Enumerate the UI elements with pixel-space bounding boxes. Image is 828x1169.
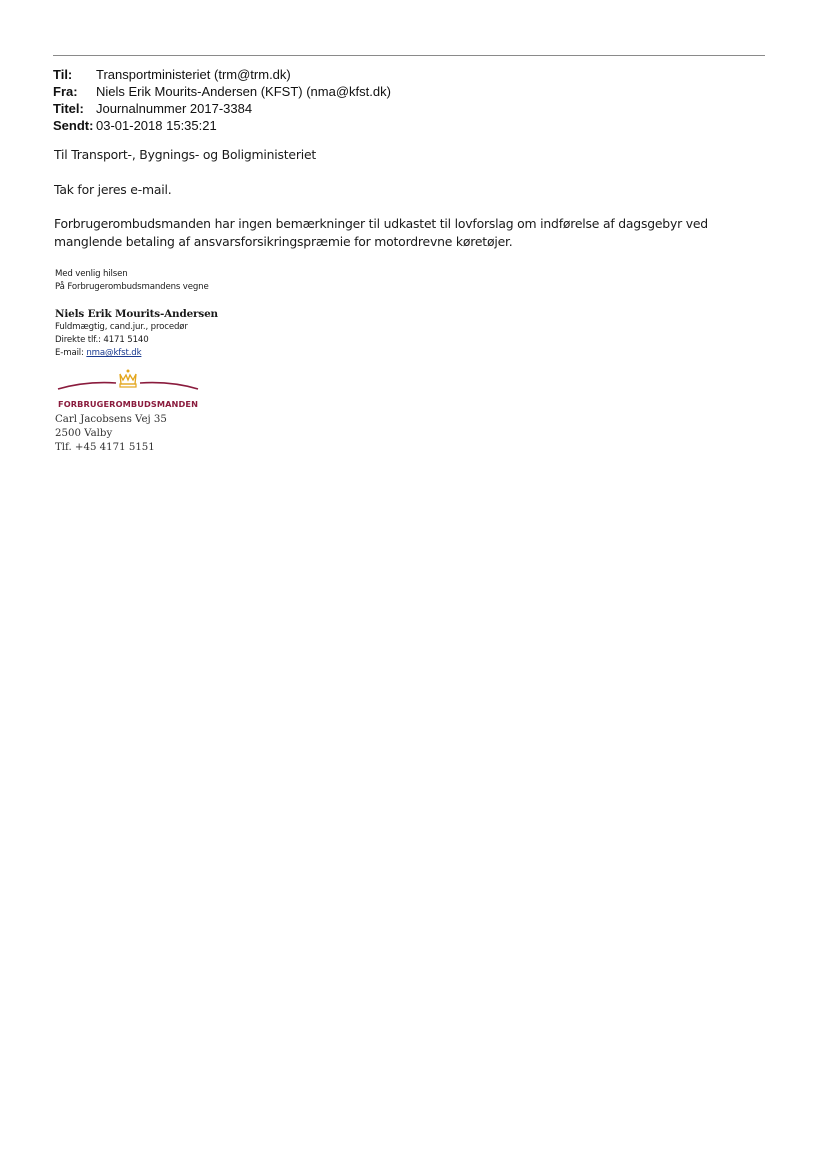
address-city: 2500 Valby (55, 428, 113, 439)
sent-label: Sendt: (53, 118, 94, 133)
address-street: Carl Jacobsens Vej 35 (55, 414, 167, 425)
address-phone: Tlf. +45 4171 5151 (55, 442, 155, 453)
title-row (53, 100, 391, 117)
salutation: Til Transport-, Bygnings- og Boligministeriet (54, 147, 317, 162)
thanks-line: Tak for jeres e-mail. (54, 182, 172, 197)
from-row (53, 83, 391, 100)
from-value: Niels Erik Mourits-Andersen (KFST) (nma@kfst.dk) (96, 84, 391, 99)
signature-name: Niels Erik Mourits-Andersen (55, 308, 218, 320)
email-header (53, 66, 391, 134)
header-divider (53, 55, 765, 56)
to-value: Transportministeriet (trm@trm.dk) (96, 67, 291, 82)
closing-block (55, 268, 209, 294)
to-label: Til: (53, 67, 73, 82)
signature-phone: Direkte tlf.: 4171 5140 (55, 335, 149, 345)
from-label: Fra: (53, 84, 78, 99)
signature-email-label: E-mail: (55, 348, 87, 358)
closing-on-behalf: På Forbrugerombudsmandens vegne (55, 282, 209, 292)
logo-wordmark: FORBRUGEROMBUDSMANDEN (58, 399, 199, 409)
sent-value: 03-01-2018 15:35:21 (96, 118, 217, 133)
closing-greeting: Med venlig hilsen (55, 269, 128, 279)
signature-email-row (55, 347, 218, 360)
signature-email-link[interactable]: nma@kfst.dk (86, 348, 142, 358)
logo-arc-left (58, 383, 116, 389)
sent-row (53, 117, 391, 134)
logo-arc-right (140, 383, 198, 389)
title-value: Journalnummer 2017-3384 (96, 101, 253, 116)
signature-block (55, 307, 218, 360)
address-block (55, 413, 167, 455)
signature-title: Fuldmægtig, cand.jur., procedør (55, 322, 188, 332)
main-paragraph: Forbrugerombudsmanden har ingen bemærkninger til udkastet til lovforslag om indførelse af dagsgebyr ved manglende betaling af ansvarsforsikringspræmie for motordrevne køretøjer. (54, 216, 708, 249)
crown-icon (120, 370, 136, 388)
title-label: Titel: (53, 101, 84, 116)
to-row (53, 66, 391, 83)
